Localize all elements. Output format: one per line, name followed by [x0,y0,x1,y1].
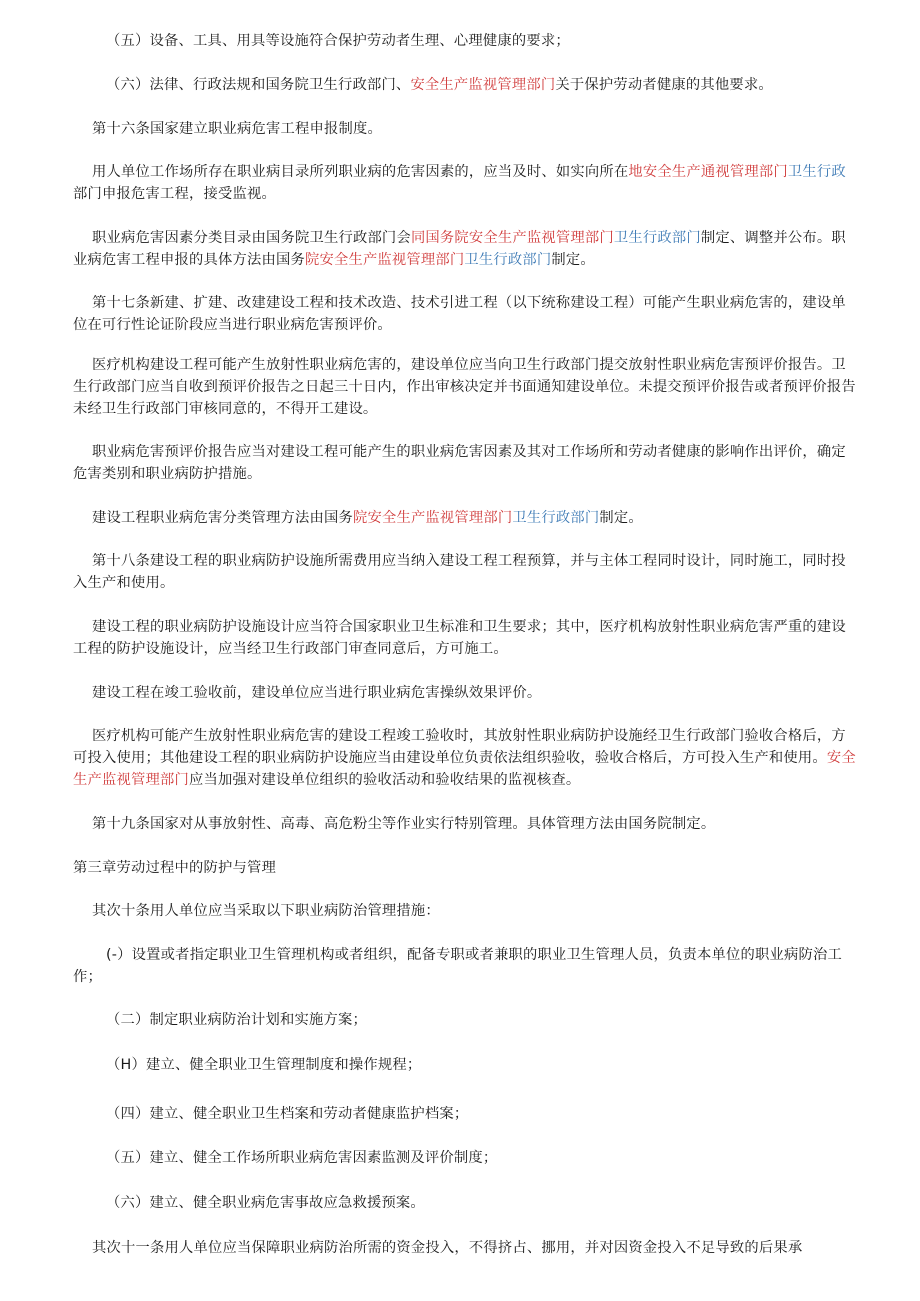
highlighted-term: 同国务院安全生产监视管理部门 [410,230,614,246]
highlighted-term: 地安全生产通视管理部门 [628,164,788,180]
list-item: （二）制定职业病防治计划和实施方案； [106,1012,367,1028]
list-item: （五）建立、健全工作场所职业病危害因素监测及评价制度； [106,1150,498,1166]
highlighted-term: 安全生产监视管理部门 [73,750,856,788]
highlighted-term: 卫生行政部门 [512,510,600,526]
article-paragraph: 其次十条用人单位应当采取以下职业病防治管理措施： [92,903,440,919]
list-item: （四）建立、健全职业卫生档案和劳动者健康监护档案； [106,1106,469,1122]
highlighted-term: 卫生行政部门 [613,230,701,246]
paragraph: 职业病危害预评价报告应当对建设工程可能产生的职业病危害因素及其对工作场所和劳动者健康的影响作出评价，确定危害类别和职业病防护措施。 [73,444,846,482]
highlighted-term: 院安全生产监视管理部门 [304,252,465,268]
highlighted-term: 卫生行政 [787,164,846,180]
highlighted-term: 卫生行政部门 [464,252,552,268]
paragraph: 建设工程职业病危害分类管理方法由国务院安全生产监视管理部门卫生行政部门制定。 [92,510,643,526]
article-paragraph: 第十九条国家对从事放射性、高毒、高危粉尘等作业实行特别管理。具体管理方法由国务院制定。 [92,816,716,832]
article-paragraph: 第十八条建设工程的职业病防护设施所需费用应当纳入建设工程工程预算，并与主体工程同时设计，同时施工，同时投入生产和使用。 [73,553,846,591]
highlighted-term: 院安全生产监视管理部门 [352,510,513,526]
highlighted-term: 安全生产监视管理部门 [410,77,556,93]
paragraph: 医疗机构建设工程可能产生放射性职业病危害的，建设单位应当向卫生行政部门提交放射性职业病危害预评价报告。卫生行政部门应当自收到预评价报告之日起三十日内，作出审核决定并书面通知建设单位。未提交预评价报告或者预评价报告未经卫生行政部门审核同意的，不得开工建设。 [73,357,856,417]
paragraph: （六）法律、行政法规和国务院卫生行政部门、安全生产监视管理部门关于保护劳动者健康的其他要求。 [106,77,773,93]
paragraph: 医疗机构可能产生放射性职业病危害的建设工程竣工验收时，其放射性职业病防护设施经卫生行政部门验收合格后，方可投入使用；其他建设工程的职业病防护设施应当由建设单位负责依法组织验收，验收合格后，方可投入生产和使用。安全生产监视管理部门应当加强对建设单位组织的验收活动和验收结果的监视核查。 [73,728,856,788]
paragraph: （五）设备、工具、用具等设施符合保护劳动者生理、心理健康的要求； [106,33,570,49]
paragraph: 建设工程在竣工验收前，建设单位应当进行职业病危害操纵效果评价。 [92,685,542,701]
paragraph: 用人单位工作场所存在职业病目录所列职业病的危害因素的，应当及时、如实向所在地安全生产通视管理部门卫生行政部门申报危害工程，接受监视。 [73,164,846,202]
paragraph: 建设工程的职业病防护设施设计应当符合国家职业卫生标准和卫生要求；其中，医疗机构放射性职业病危害严重的建设工程的防护设施设计，应当经卫生行政部门审查同意后，方可施工。 [73,619,846,657]
list-item: （六）建立、健全职业病危害事故应急救援预案。 [106,1195,425,1211]
article-paragraph: 其次十一条用人单位应当保障职业病防治所需的资金投入，不得挤占、挪用，并对因资金投入不足导致的后果承 [92,1240,803,1256]
list-item: （H）建立、健全职业卫生管理制度和操作规程； [106,1057,422,1073]
article-paragraph: 第十七条新建、扩建、改建建设工程和技术改造、技术引进工程（以下统称建设工程）可能产生职业病危害的，建设单位在可行性论证阶段应当进行职业病危害预评价。 [73,295,846,333]
article-heading: 第十六条国家建立职业病危害工程申报制度。 [92,121,382,137]
chapter-heading: 第三章劳动过程中的防护与管理 [73,860,276,876]
list-item: (-）设置或者指定职业卫生管理机构或者组织，配备专职或者兼职的职业卫生管理人员，负责本单位的职业病防治工作； [73,947,842,985]
paragraph: 职业病危害因素分类目录由国务院卫生行政部门会同国务院安全生产监视管理部门卫生行政部门制定、调整并公布。职业病危害工程申报的具体方法由国务院安全生产监视管理部门卫生行政部门制定。 [73,230,846,268]
